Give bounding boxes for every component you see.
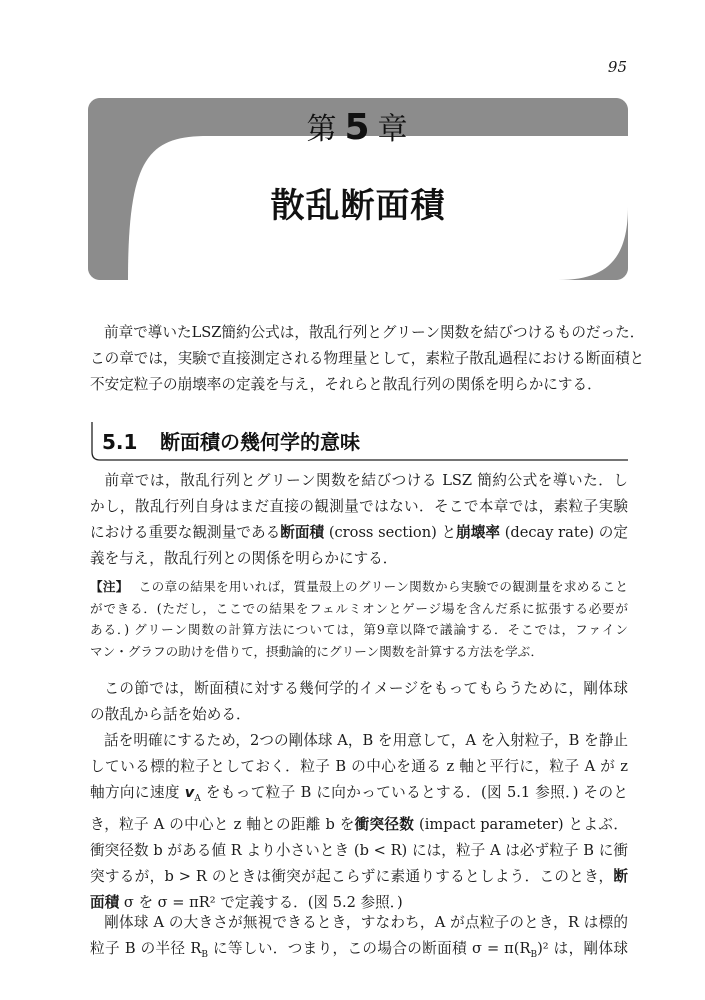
section-number: 5.1 <box>102 430 138 454</box>
paragraph-1 <box>90 468 628 572</box>
note-line-3: ある．) グリーン関数の計算方法については，第9章以降で議論する．そこでは，ファイン <box>90 622 628 637</box>
para3-line-2: している標的粒子としておく．粒子 B の中心を通る z 軸と平行に，粒子 A が z <box>90 758 628 775</box>
note-line-2: ができる．(ただし，ここでの結果をフェルミオンとゲージ場を含んだ系に拡張する必要が <box>90 600 628 616</box>
para3-line-3a: 軸方向に速度 <box>90 784 185 801</box>
section-heading <box>90 418 628 462</box>
velocity-symbol: v <box>184 784 195 801</box>
chapter-number: 5 <box>344 107 372 148</box>
para3-line-7: σ を σ = πR² で定義する．(図 5.2 参照．) <box>119 893 403 911</box>
note-label: 【注】 <box>90 579 129 594</box>
para1-line-3c: (decay rate) の定 <box>500 524 628 541</box>
intro-line-3: 不安定粒子の崩壊率の定義を与え，それらと散乱行列の関係を明らかにする． <box>90 376 602 393</box>
chapter-title: 散乱断面積 <box>270 186 446 226</box>
paragraph-4 <box>90 910 628 968</box>
intro-paragraph <box>90 320 645 398</box>
para4-line-2c: )² は，剛体球 <box>537 940 628 957</box>
section-title-text: 断面積の幾何学的意味 <box>160 430 360 454</box>
note-block <box>90 576 628 662</box>
para1-line-3b: (cross section) と <box>324 524 457 541</box>
para2-line-2: の散乱から話を始める． <box>90 706 251 723</box>
page-number: 95 <box>607 58 627 76</box>
radius-subscript: B <box>201 949 209 960</box>
term-cross-section: 断面積 <box>280 524 325 541</box>
para3-line-4b: (impact parameter) とよぶ． <box>414 815 628 833</box>
para3-line-6a: 突するが，b > R のときは衝突が起こらずに素通りするとしよう．このとき， <box>90 867 614 885</box>
para1-line-3a: における重要な観測量である <box>90 524 281 541</box>
term-cross-section-part1: 断 <box>613 867 628 885</box>
para4-line-2b: に等しい．つまり，この場合の断面積 σ = π(R <box>208 940 531 957</box>
para3-line-1: 話を明確にするため，2つの剛体球 A，B を用意して，A を入射粒子，B を静止 <box>104 732 628 749</box>
intro-line-1: 前章で導いたLSZ簡約公式は，散乱行列とグリーン関数を結びつけるものだった． <box>104 324 645 341</box>
para1-line-1: 前章では，散乱行列とグリーン関数を結びつける LSZ 簡約公式を導いた．し <box>104 472 628 489</box>
chapter-label <box>88 104 628 148</box>
para3-line-5: 衝突径数 b がある値 R より小さいとき (b < R) には，粒子 A は必ず粒子 B に衝 <box>90 841 628 859</box>
para4-line-1: 剛体球 A の大きさが無視できるとき，すなわち，A が点粒子のとき，R は標的 <box>104 914 628 931</box>
para1-line-4: 義を与え，散乱行列との関係を明らかにする． <box>90 550 398 567</box>
term-impact-parameter: 衝突径数 <box>354 815 415 833</box>
para2-line-1: この節では，断面積に対する幾何学的イメージをもってもらうために，剛体球 <box>104 680 628 697</box>
note-line-4: マン・グラフの助けを借りて，摂動論的にグリーン関数を計算する方法を学ぶ． <box>90 643 544 659</box>
velocity-subscript: A <box>194 793 201 804</box>
note-line-1: この章の結果を用いれば，質量殻上のグリーン関数から実験での観測量を求めること <box>138 579 629 594</box>
para3-line-4a: き，粒子 A の中心と z 軸との距離 b を <box>90 815 355 833</box>
para1-line-2: かし，散乱行列自身はまだ直接の観測量ではない．そこで本章では，素粒子実験 <box>90 498 628 515</box>
para4-line-2a: 粒子 B の半径 R <box>90 940 202 957</box>
radius-subscript-2: B <box>530 949 538 960</box>
section-title <box>102 426 360 455</box>
paragraph-3 <box>90 728 628 916</box>
chapter-prefix: 第 <box>306 112 339 147</box>
chapter-suffix: 章 <box>377 112 410 147</box>
intro-line-2: この章では，実験で直接測定される物理量として，素粒子散乱過程における断面積と <box>90 350 645 367</box>
paragraph-2 <box>90 676 628 728</box>
para3-line-3b: をもって粒子 B に向かっているとする．(図 5.1 参照．) そのと <box>200 784 629 801</box>
term-decay-rate: 崩壊率 <box>456 524 501 541</box>
term-cross-section-part2: 面積 <box>90 893 120 911</box>
